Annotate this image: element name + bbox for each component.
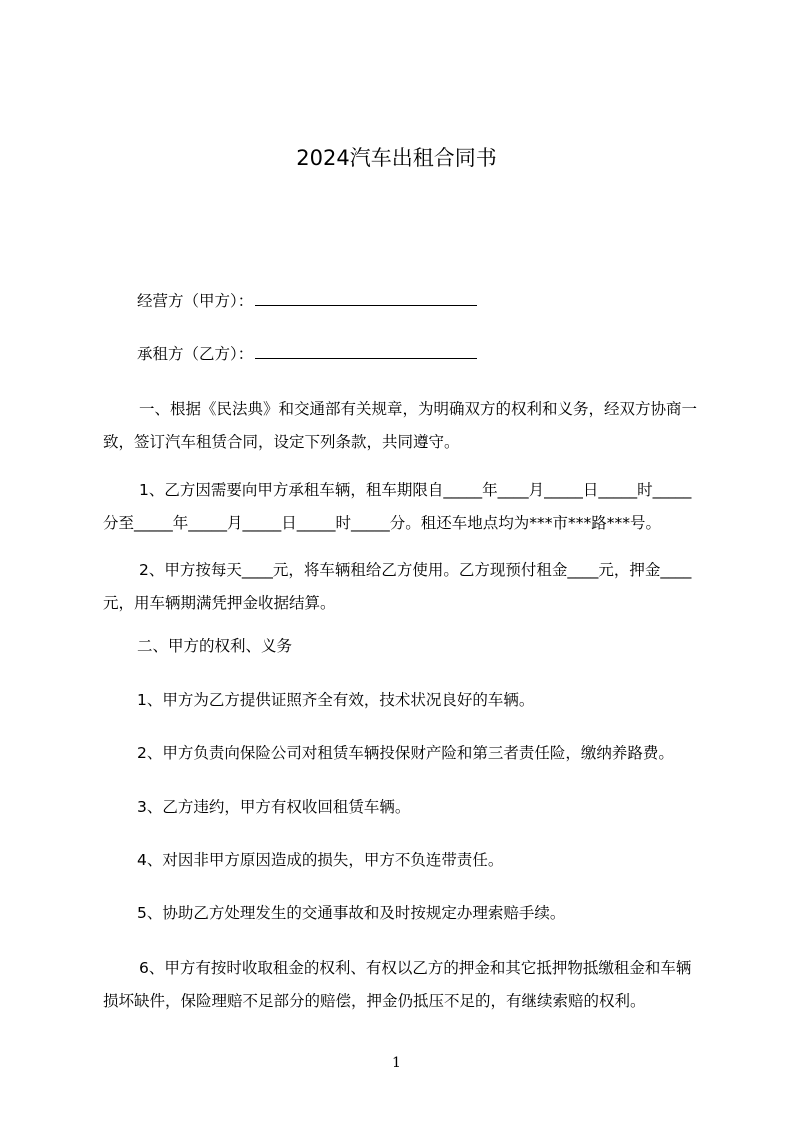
clause-a2: 2、甲方负责向保险公司对租赁车辆投保财产险和第三者责任险，缴纳养路费。 bbox=[137, 744, 674, 762]
document-title: 2024汽车出租合同书 bbox=[296, 146, 497, 170]
page-number: 1 bbox=[392, 1055, 401, 1071]
clause-a6: 6、甲方有按时收取租金的权利、有权以乙方的押金和其它抵押物抵缴租金和车辆损坏缺件，保险理赔不足部分的赔偿，押金仍抵压不足的，有继续索赔的权利。 bbox=[103, 959, 692, 1010]
party-a-label: 经营方（甲方）： bbox=[137, 292, 254, 310]
clause-a5: 5、协助乙方处理发生的交通事故和及时按规定办理索赔手续。 bbox=[137, 904, 566, 922]
section-heading-party-a: 二、甲方的权利、义务 bbox=[137, 637, 293, 655]
party-a-blank[interactable] bbox=[255, 290, 477, 306]
paragraph-intro: 一、根据《民法典》和交通部有关规章，为明确双方的权利和义务，经双方协商一致，签订汽车租赁合同，设定下列条款，共同遵守。 bbox=[103, 400, 698, 451]
clause-a4: 4、对因非甲方原因造成的损失，甲方不负连带责任。 bbox=[137, 851, 504, 869]
party-b-blank[interactable] bbox=[255, 343, 477, 359]
party-a-line bbox=[137, 290, 477, 312]
clause-a1: 1、甲方为乙方提供证照齐全有效，技术状况良好的车辆。 bbox=[137, 691, 535, 709]
clause-a3: 3、乙方违约，甲方有权收回租赁车辆。 bbox=[137, 798, 411, 816]
party-b-label: 承租方（乙方）： bbox=[137, 345, 254, 363]
paragraph-rental-fee: 2、甲方按每天____元，将车辆租给乙方使用。乙方现预付租金____元，押金____元，用车辆期满凭押金收据结算。 bbox=[103, 561, 692, 612]
party-b-line bbox=[137, 343, 477, 365]
paragraph-rental-period: 1、乙方因需要向甲方承租车辆，租车期限自_____年____月_____日_____时_____分至_____年_____月_____日_____时_____分。租还车地点均为***市***路***号。 bbox=[103, 481, 692, 532]
